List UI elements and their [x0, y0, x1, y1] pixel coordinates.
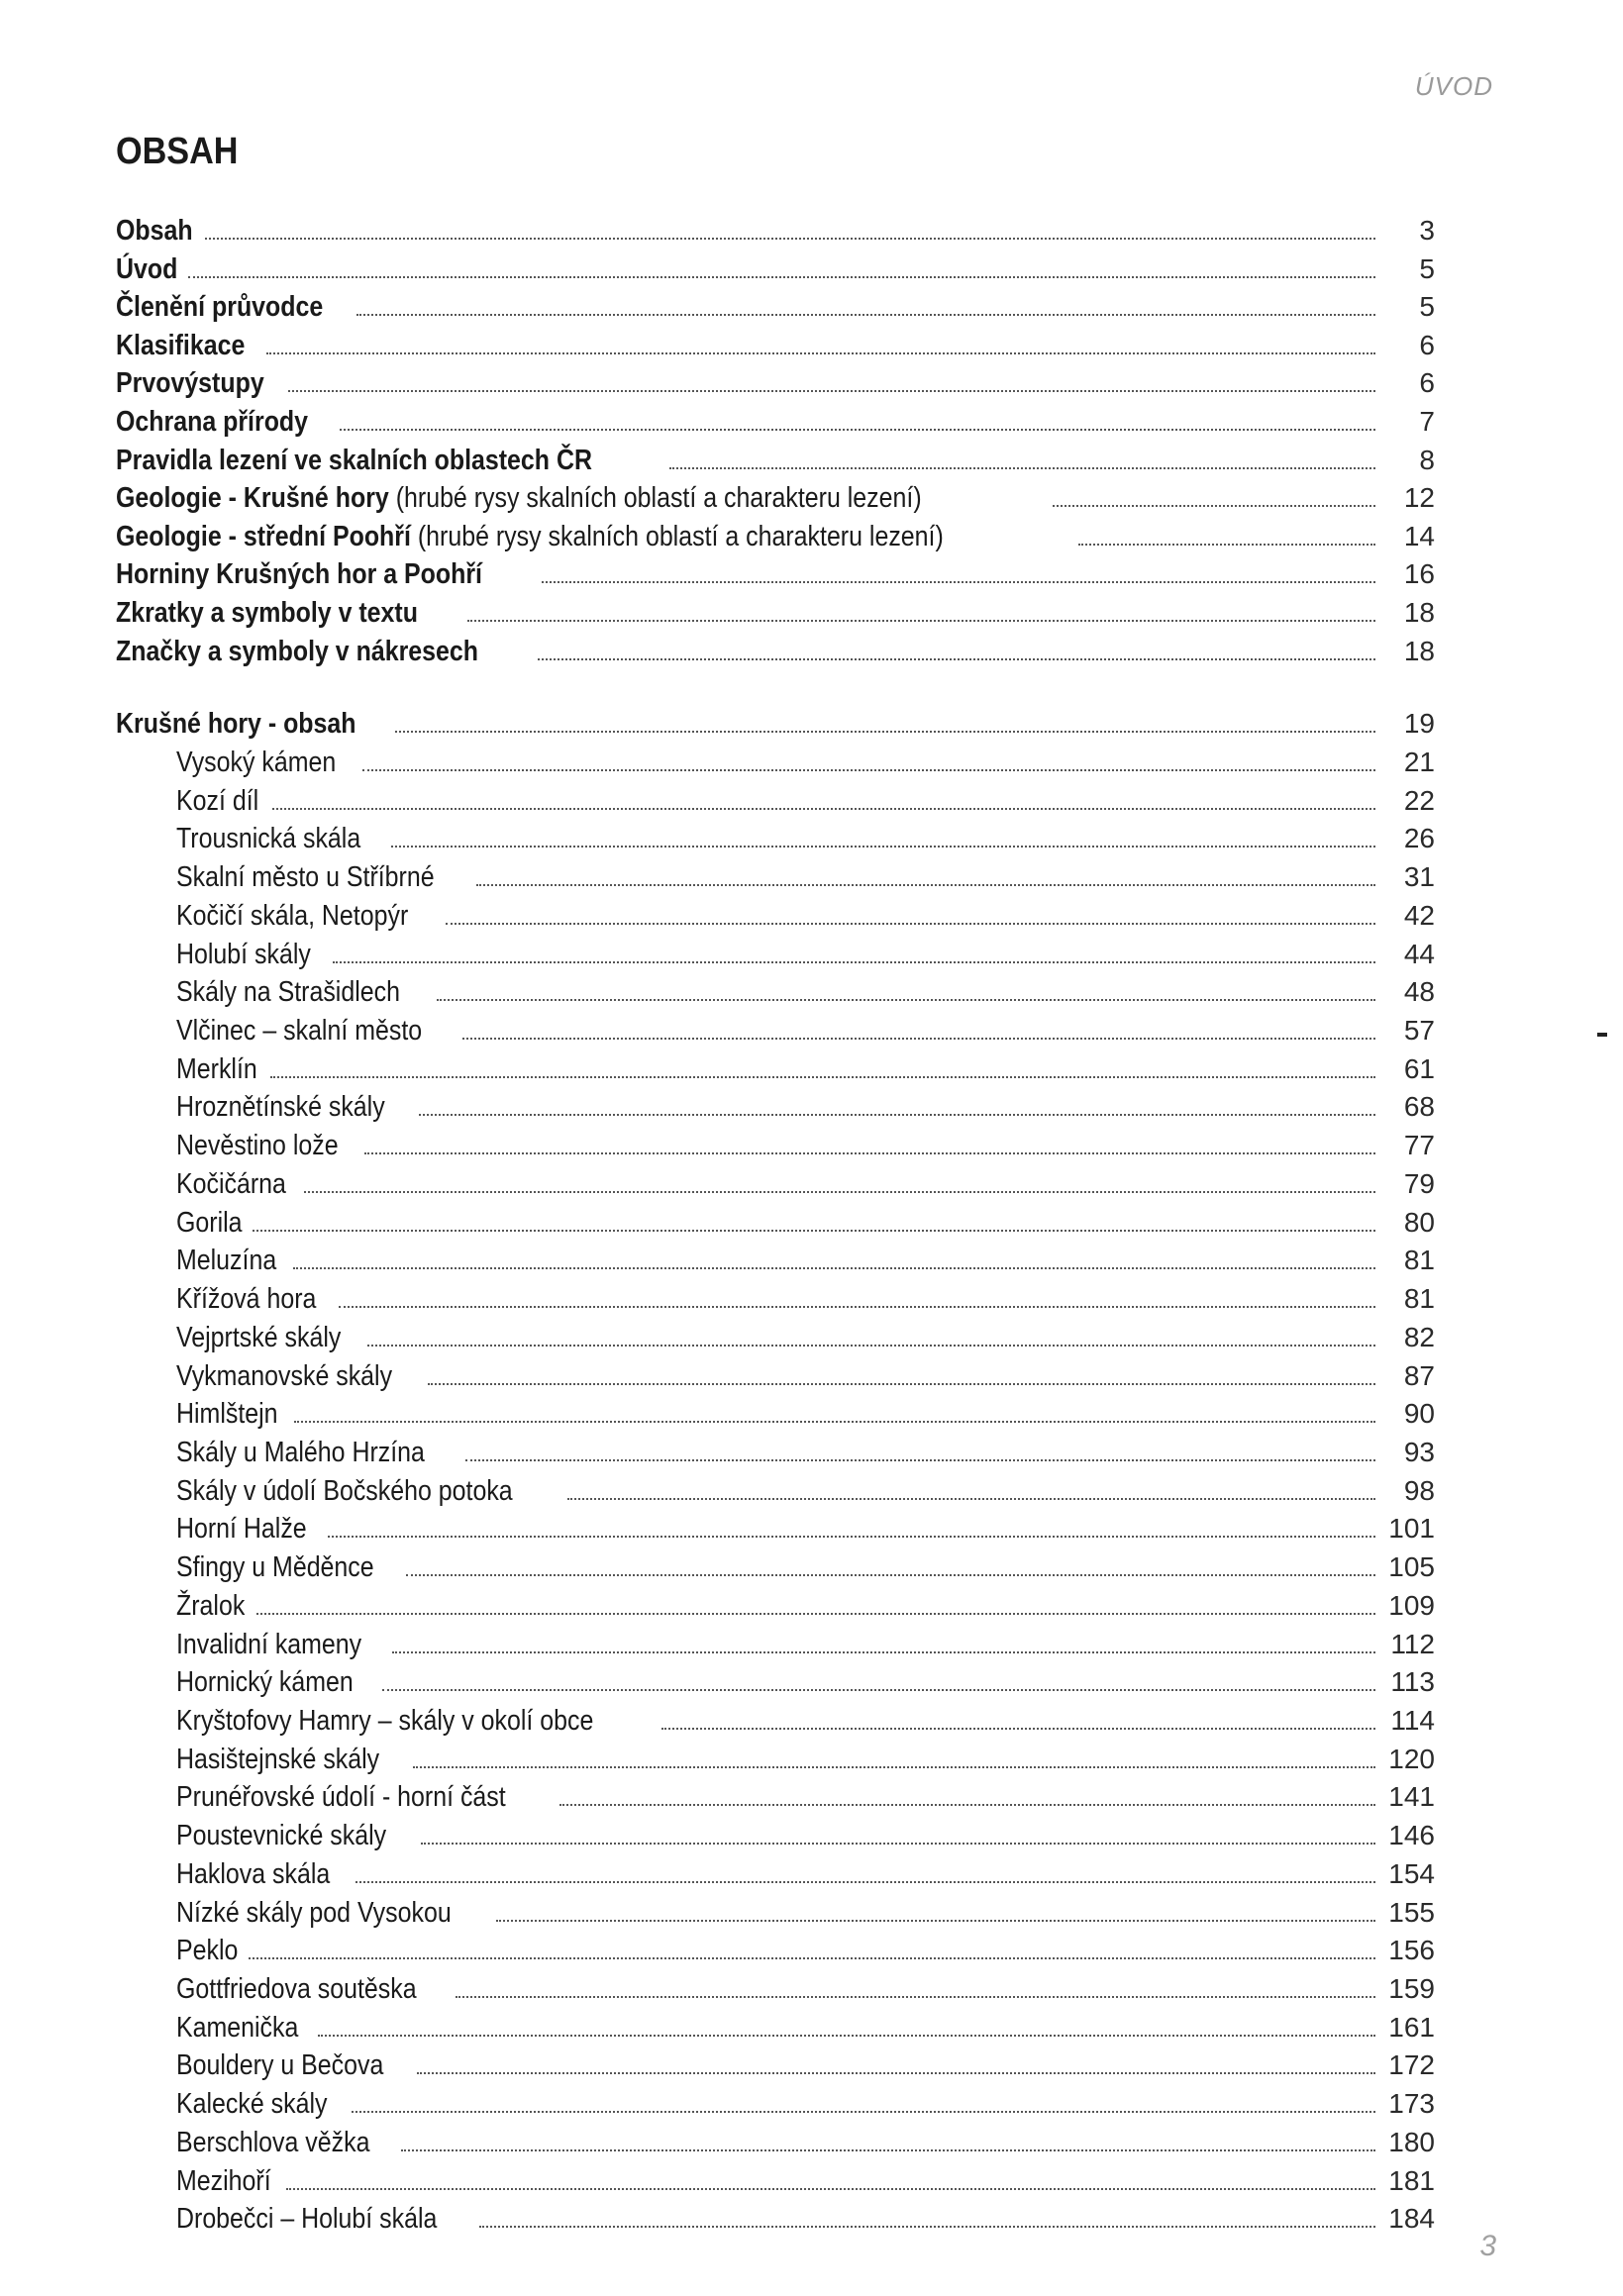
toc-entry-title	[176, 1436, 425, 1469]
toc-entry-page: 31	[1403, 861, 1435, 892]
toc-entry-title	[176, 2087, 327, 2121]
toc-entry-label: Značky a symboly v nákresech	[116, 636, 478, 667]
toc-entry-page: 109	[1388, 1590, 1435, 1621]
toc-entry-page: 77	[1403, 1130, 1435, 1160]
toc-entry-title	[176, 938, 311, 971]
toc-entry-label: Nízké skály pod Vysokou	[176, 1897, 452, 1929]
toc-entry[interactable]	[116, 520, 1435, 553]
toc-entry-page: 120	[1388, 1744, 1435, 1774]
toc-entry-label: Sfingy u Měděnce	[176, 1551, 374, 1583]
dot-leader	[270, 1076, 1375, 1078]
toc-entry-title	[116, 444, 592, 477]
toc-entry[interactable]	[176, 746, 1435, 779]
toc-entry-label: Pravidla lezení ve skalních oblastech ČR	[116, 445, 592, 476]
toc-entry[interactable]	[176, 1397, 1435, 1431]
toc-entry[interactable]	[176, 1857, 1435, 1891]
toc-entry-page: 112	[1390, 1629, 1435, 1659]
toc-entry-label: Úvod	[116, 253, 178, 285]
toc-entry-title	[176, 860, 435, 894]
toc-entry-title	[176, 1090, 385, 1124]
toc-entry-page: 26	[1403, 823, 1435, 853]
toc-entry-page: 57	[1403, 1015, 1435, 1046]
toc-entry[interactable]	[176, 1052, 1435, 1086]
toc-entry-page: 16	[1403, 558, 1435, 589]
toc-entry[interactable]	[116, 557, 1435, 591]
toc-entry-title	[176, 2126, 369, 2159]
dot-leader	[476, 884, 1375, 886]
toc-entry-title	[176, 1550, 374, 1584]
dot-leader	[364, 1152, 1375, 1154]
toc-entry-title	[176, 1819, 386, 1852]
toc-entry-label: Drobečci – Holubí skála	[176, 2203, 438, 2235]
toc-entry-label: Skály v údolí Bočského potoka	[176, 1475, 513, 1507]
dot-leader	[669, 467, 1375, 469]
toc-entry[interactable]	[116, 635, 1435, 668]
toc-entry-page: 87	[1403, 1360, 1435, 1391]
toc-entry-page: 8	[1419, 445, 1435, 475]
toc-entry[interactable]	[176, 2202, 1435, 2236]
dot-leader	[421, 1843, 1375, 1845]
toc-entry-label: Vykmanovské skály	[176, 1360, 393, 1392]
toc-entry-title	[176, 822, 360, 855]
dot-leader	[413, 1766, 1375, 1768]
toc-entry-page: 44	[1403, 939, 1435, 969]
toc-entry-page: 141	[1388, 1781, 1435, 1812]
toc-entry-page: 172	[1388, 2049, 1435, 2080]
toc-entry-title	[116, 520, 944, 553]
toc-entry[interactable]	[176, 1896, 1435, 1930]
dot-leader	[382, 1689, 1375, 1691]
toc-entry-page: 6	[1419, 330, 1435, 360]
toc-entry-title	[176, 784, 258, 818]
dot-leader	[367, 1345, 1375, 1347]
toc-entry-page: 7	[1419, 406, 1435, 437]
toc-entry-title	[176, 1934, 238, 1967]
toc-entry-title	[176, 899, 408, 933]
toc-entry-title	[116, 252, 177, 286]
toc-entry[interactable]	[176, 1780, 1435, 1814]
toc-entry-page: 14	[1403, 521, 1435, 551]
toc-entry-title	[116, 214, 193, 248]
toc-entry[interactable]	[176, 1665, 1435, 1699]
toc-entry-page: 98	[1403, 1475, 1435, 1506]
toc-entry-page: 146	[1388, 1820, 1435, 1850]
toc-entry-label: Krušné hory - obsah	[116, 708, 356, 740]
toc-entry-label: Kozí díl	[176, 785, 259, 817]
toc-entry-page: 113	[1390, 1666, 1435, 1697]
toc-entry-title	[176, 1780, 506, 1814]
toc-entry[interactable]	[176, 2126, 1435, 2159]
toc-entry-label: Peklo	[176, 1935, 239, 1966]
toc-entry-label: Merklín	[176, 1053, 257, 1085]
toc-entry-label: Vysoký kámen	[176, 747, 337, 778]
toc-entry-label: Hroznětínské skály	[176, 1091, 385, 1123]
toc-entry-title	[116, 596, 418, 630]
toc-entry[interactable]	[176, 784, 1435, 818]
toc-entry-title	[176, 975, 400, 1009]
toc-entry-page: 114	[1390, 1705, 1435, 1736]
toc-entry[interactable]	[176, 1550, 1435, 1584]
toc-entry[interactable]	[176, 975, 1435, 1009]
page-title: OBSAH	[116, 131, 239, 172]
dot-leader	[328, 1536, 1375, 1538]
dot-leader	[567, 1498, 1375, 1500]
toc-entry-page: 161	[1388, 2012, 1435, 2043]
toc-entry-label: Prvovýstupy	[116, 367, 264, 399]
toc-entry[interactable]	[116, 481, 1435, 515]
toc-entry[interactable]	[176, 860, 1435, 894]
dot-leader	[294, 1421, 1375, 1423]
dot-leader	[266, 352, 1375, 354]
toc-entry[interactable]	[176, 1090, 1435, 1124]
toc-entry-title	[116, 290, 323, 324]
toc-entry-label: Holubí skály	[176, 939, 311, 970]
toc-entry[interactable]	[116, 290, 1435, 324]
toc-entry-title	[176, 1589, 245, 1623]
toc-entry-page: 79	[1403, 1168, 1435, 1199]
toc-entry[interactable]	[176, 2011, 1435, 2045]
toc-entry-label: Kamenička	[176, 2012, 299, 2044]
toc-entry-page: 48	[1403, 976, 1435, 1007]
toc-entry-title	[116, 707, 356, 741]
toc-entry-title	[176, 1282, 316, 1316]
dot-leader	[428, 1383, 1375, 1385]
dot-leader	[272, 808, 1375, 810]
toc-entry-page: 21	[1403, 747, 1435, 777]
dot-leader	[417, 2072, 1375, 2074]
page-number: 3	[1479, 2230, 1496, 2262]
dot-leader	[356, 314, 1375, 316]
toc-entry-label: Kočičí skála, Netopýr	[176, 900, 409, 932]
toc-entry-label: Hornický kámen	[176, 1666, 354, 1698]
toc-entry[interactable]	[116, 366, 1435, 400]
toc-entry-page: 19	[1403, 708, 1435, 739]
toc-entry-label: Nevěstino lože	[176, 1130, 339, 1161]
dot-leader	[304, 1191, 1375, 1193]
toc-entry[interactable]	[176, 2048, 1435, 2082]
toc-entry-title	[176, 1972, 417, 2006]
toc-entry[interactable]	[176, 1512, 1435, 1546]
toc-entry-title	[176, 1397, 278, 1431]
toc-entry-page: 184	[1388, 2203, 1435, 2234]
toc-entry-page: 80	[1403, 1207, 1435, 1238]
toc-entry-label: Ochrana přírody	[116, 406, 309, 438]
dot-leader	[419, 1114, 1375, 1116]
dot-leader	[462, 1038, 1375, 1040]
toc-entry-note: (hrubé rysy skalních oblastí a charakteru lezení)	[417, 521, 944, 552]
toc-entry-label: Vejprtské skály	[176, 1322, 342, 1353]
toc-entry-page: 93	[1403, 1437, 1435, 1467]
toc-entry-label: Meluzína	[176, 1245, 277, 1276]
toc-entry[interactable]	[176, 1321, 1435, 1354]
toc-entry[interactable]	[176, 1704, 1435, 1738]
toc-entry-title	[176, 1129, 339, 1162]
toc-entry[interactable]	[176, 822, 1435, 855]
dot-leader	[401, 2149, 1375, 2151]
toc-entry-page: 81	[1403, 1283, 1435, 1314]
toc-entry-label: Hasištejnské skály	[176, 1744, 380, 1775]
toc-entry-label: Himlštejn	[176, 1398, 278, 1430]
toc-entry-title	[116, 635, 478, 668]
toc-entry-title	[176, 1857, 330, 1891]
toc-entry-title	[116, 366, 264, 400]
toc-entry-title	[176, 1052, 257, 1086]
toc-entry-label: Haklova skála	[176, 1858, 331, 1890]
toc-entry-label: Invalidní kameny	[176, 1629, 362, 1660]
dot-leader	[1078, 544, 1375, 546]
dot-leader	[288, 390, 1375, 392]
toc-entry-title	[176, 1167, 286, 1201]
dot-leader	[446, 923, 1375, 925]
toc-entry-label: Skály u Malého Hrzína	[176, 1437, 425, 1468]
toc-entry[interactable]	[176, 1819, 1435, 1852]
toc-entry-title	[176, 1896, 452, 1930]
dot-leader	[559, 1804, 1375, 1806]
toc-entry-title	[176, 1628, 361, 1661]
toc-entry[interactable]	[116, 329, 1435, 362]
running-head: ÚVOD	[1414, 71, 1493, 101]
dot-leader	[542, 581, 1375, 583]
toc-entry[interactable]	[116, 214, 1435, 248]
toc-entry-note: (hrubé rysy skalních oblastí a charakteru lezení)	[395, 482, 922, 514]
toc-entry-page: 105	[1388, 1551, 1435, 1582]
toc-entry-title	[176, 1743, 379, 1776]
toc-entry-label: Horniny Krušných hor a Poohří	[116, 558, 482, 590]
toc-entry-title	[176, 1359, 392, 1393]
toc-entry-page: 18	[1403, 597, 1435, 628]
toc-entry-label: Prunéřovské údolí - horní část	[176, 1781, 506, 1813]
toc-entry-title	[176, 2048, 383, 2082]
toc-entry[interactable]	[176, 1129, 1435, 1162]
toc-entry[interactable]	[176, 2087, 1435, 2121]
dot-leader	[188, 276, 1376, 278]
toc-entry[interactable]	[116, 596, 1435, 630]
toc-entry-title	[176, 746, 336, 779]
toc-entry[interactable]	[116, 252, 1435, 286]
toc-entry-page: 101	[1388, 1513, 1435, 1544]
toc-entry-label: Zkratky a symboly v textu	[116, 597, 418, 629]
toc-entry-page: 154	[1388, 1858, 1435, 1889]
toc-entry[interactable]	[176, 899, 1435, 933]
toc-entry-title	[116, 481, 922, 515]
dot-leader	[339, 1306, 1375, 1308]
dot-leader	[362, 769, 1376, 771]
toc-entry-label: Horní Halže	[176, 1513, 307, 1545]
toc-entry-label: Geologie - Krušné hory	[116, 482, 389, 514]
dot-leader	[249, 1957, 1375, 1959]
toc-entry-title	[176, 1014, 422, 1048]
toc-entry[interactable]	[176, 1206, 1435, 1240]
toc-entry-label: Klasifikace	[116, 330, 246, 361]
toc-entry[interactable]	[176, 1934, 1435, 1967]
toc-entry-title	[176, 1704, 593, 1738]
toc-entry-label: Vlčinec – skalní město	[176, 1015, 423, 1047]
dot-leader	[256, 1613, 1375, 1615]
toc-entry-page: 181	[1388, 2165, 1435, 2196]
toc-entry-page: 6	[1419, 367, 1435, 398]
toc-entry-title	[176, 1512, 307, 1546]
dot-leader	[1053, 505, 1375, 507]
toc-entry-page: 5	[1419, 253, 1435, 284]
toc-entry-label: Skalní město u Stříbrné	[176, 861, 435, 893]
dot-leader	[661, 1728, 1375, 1730]
dot-leader	[205, 238, 1375, 240]
toc-entry-title	[116, 329, 245, 362]
toc-entry-title	[176, 1665, 354, 1699]
dot-leader	[406, 1574, 1375, 1576]
toc-entry-label: Mezihoří	[176, 2165, 271, 2197]
toc-entry[interactable]	[176, 2164, 1435, 2198]
toc-entry-label: Berschlova věžka	[176, 2127, 370, 2158]
toc-entry-label: Gorila	[176, 1207, 243, 1239]
toc-entry-title	[176, 1244, 276, 1277]
dot-leader	[286, 2188, 1375, 2190]
toc-entry-label: Poustevnické skály	[176, 1820, 387, 1851]
toc-entry-title	[176, 2011, 298, 2045]
toc-entry-page: 3	[1419, 215, 1435, 246]
dot-leader	[437, 999, 1375, 1001]
toc-entry[interactable]	[176, 1474, 1435, 1508]
toc-entry-label: Kryštofovy Hamry – skály v okolí obce	[176, 1705, 594, 1737]
toc-entry[interactable]	[176, 1743, 1435, 1776]
toc-entry-label: Kočičárna	[176, 1168, 286, 1200]
dot-leader	[253, 1230, 1375, 1232]
dot-leader	[392, 1651, 1375, 1653]
dot-leader	[465, 1459, 1375, 1461]
dot-leader	[467, 620, 1375, 622]
toc-entry[interactable]	[116, 405, 1435, 439]
toc-entry-label: Křížová hora	[176, 1283, 317, 1315]
toc-entry-page: 81	[1403, 1245, 1435, 1275]
toc-entry-page: 22	[1403, 785, 1435, 816]
toc-entry[interactable]	[176, 938, 1435, 971]
dot-leader	[293, 1267, 1375, 1269]
toc-entry-page: 5	[1419, 291, 1435, 322]
toc-entry-page: 42	[1403, 900, 1435, 931]
toc-entry-page: 173	[1388, 2088, 1435, 2119]
dot-leader	[395, 731, 1375, 733]
dot-leader	[352, 2111, 1375, 2113]
toc-entry-label: Gottfriedova soutěska	[176, 1973, 417, 2005]
toc-entry-label: Žralok	[176, 1590, 246, 1622]
toc-entry[interactable]	[176, 1167, 1435, 1201]
toc-entry-page: 180	[1388, 2127, 1435, 2157]
toc-entry-label: Trousnická skála	[176, 823, 361, 854]
toc-entry-page: 82	[1403, 1322, 1435, 1352]
stray-mark	[1597, 1033, 1607, 1037]
toc-entry-label: Geologie - střední Poohří	[116, 521, 411, 552]
toc-entry[interactable]	[176, 1628, 1435, 1661]
dot-leader	[538, 658, 1375, 660]
dot-leader	[340, 429, 1375, 431]
toc-entry-title	[176, 1206, 243, 1240]
toc-entry[interactable]	[176, 1014, 1435, 1048]
toc-entry[interactable]	[176, 1972, 1435, 2006]
toc-entry-page: 61	[1403, 1053, 1435, 1084]
toc-entry-title	[116, 557, 482, 591]
toc-entry[interactable]	[116, 444, 1435, 477]
dot-leader	[333, 961, 1375, 963]
dot-leader	[456, 1996, 1375, 1998]
toc-entry[interactable]	[176, 1282, 1435, 1316]
dot-leader	[496, 1920, 1375, 1922]
toc-entry-page: 155	[1388, 1897, 1435, 1928]
dot-leader	[355, 1881, 1375, 1883]
toc-entry-label: Členění průvodce	[116, 291, 324, 323]
toc-entry[interactable]	[176, 1244, 1435, 1277]
dot-leader	[479, 2226, 1375, 2228]
toc-section-heading[interactable]	[116, 707, 1435, 741]
toc-entry-page: 68	[1403, 1091, 1435, 1122]
toc-entry-title	[176, 1474, 513, 1508]
toc-entry[interactable]	[176, 1436, 1435, 1469]
toc-entry-title	[176, 2164, 271, 2198]
toc-entry-label: Bouldery u Bečova	[176, 2049, 384, 2081]
toc-entry-label: Skály na Strašidlech	[176, 976, 400, 1008]
toc-entry[interactable]	[176, 1359, 1435, 1393]
toc-entry-page: 159	[1388, 1973, 1435, 2004]
toc-entry[interactable]	[176, 1589, 1435, 1623]
toc-entry-page: 90	[1403, 1398, 1435, 1429]
dot-leader	[391, 846, 1375, 848]
toc-entry-page: 156	[1388, 1935, 1435, 1965]
toc-entry-label: Kalecké skály	[176, 2088, 328, 2120]
dot-leader	[318, 2035, 1375, 2037]
toc-entry-title	[116, 405, 308, 439]
toc-entry-label: Obsah	[116, 215, 193, 247]
toc-entry-title	[176, 2202, 437, 2236]
toc-entry-title	[176, 1321, 341, 1354]
toc-entry-page: 18	[1403, 636, 1435, 666]
toc-entry-page: 12	[1403, 482, 1435, 513]
